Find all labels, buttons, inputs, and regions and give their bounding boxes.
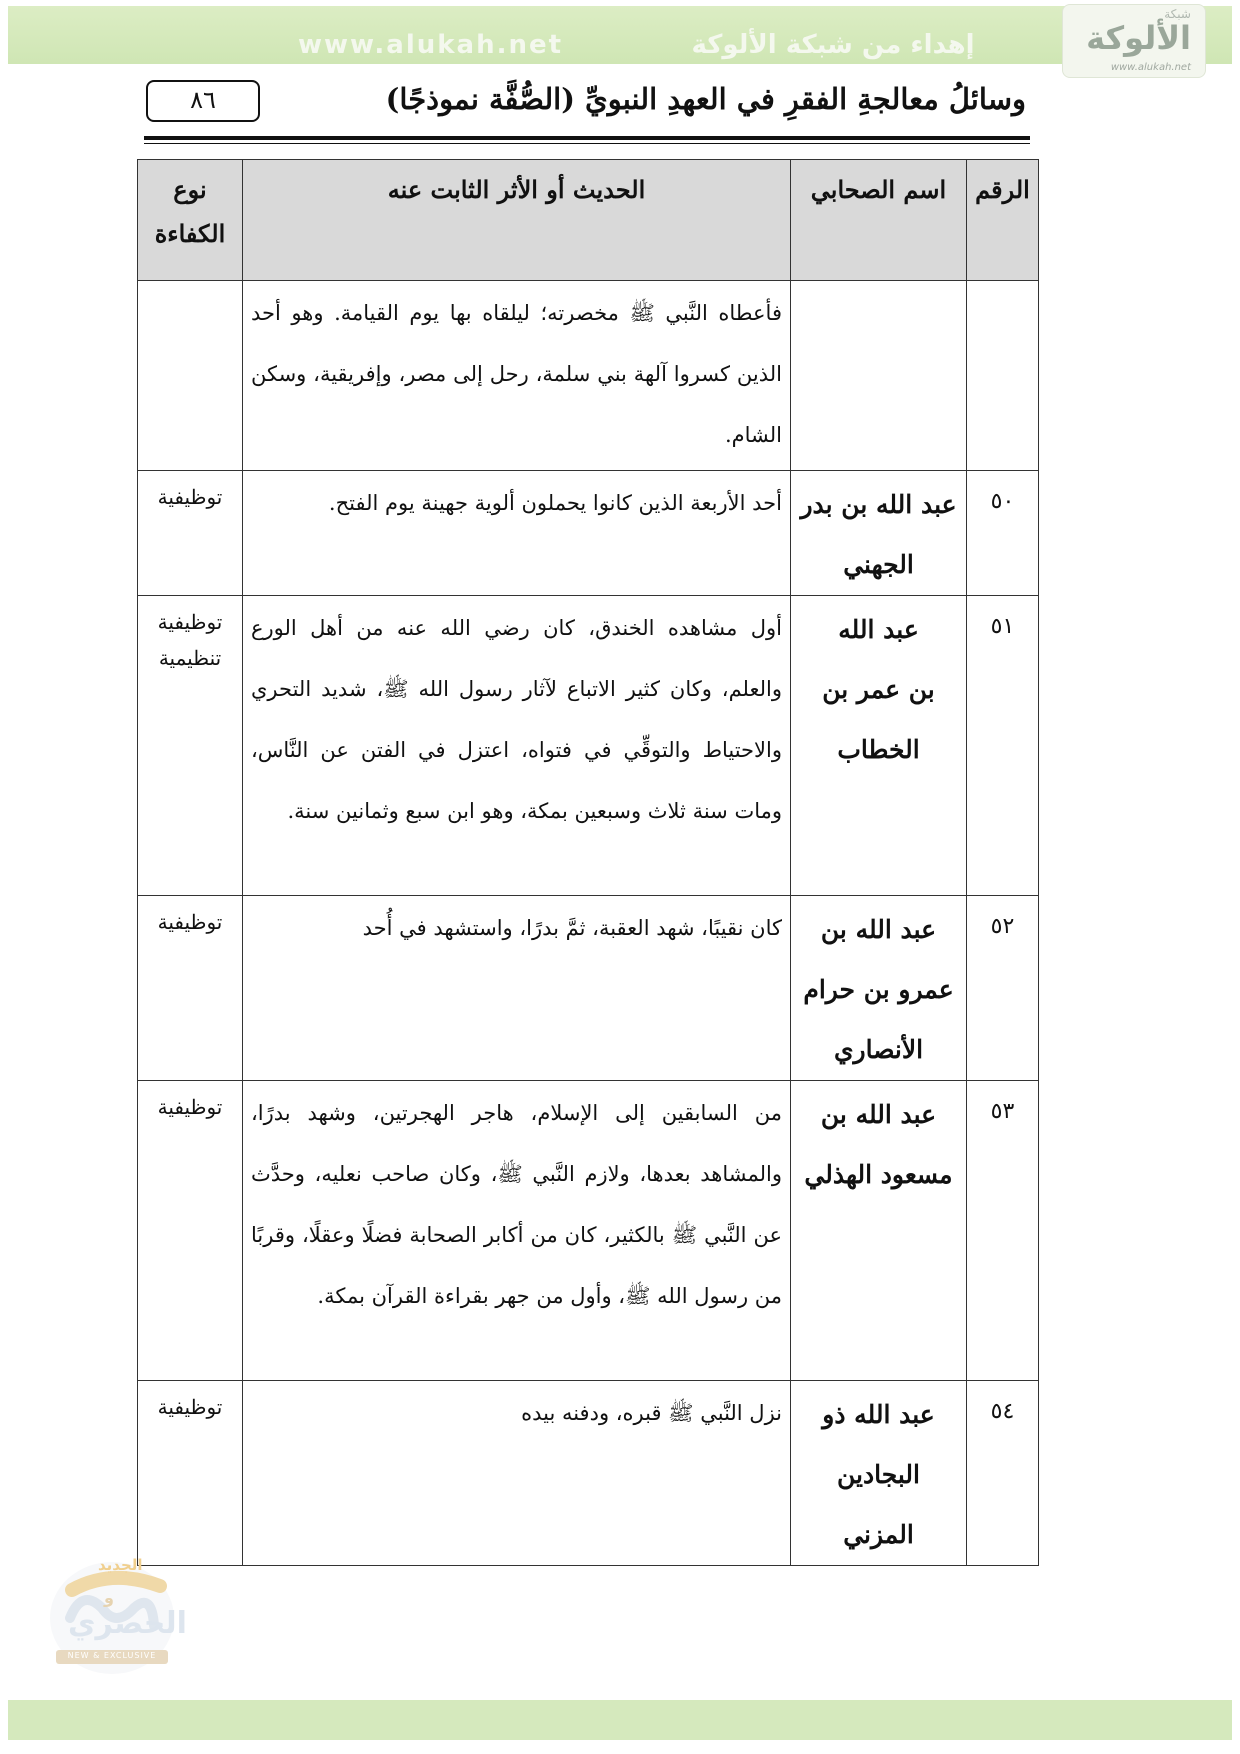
- row-number: ٥٤: [967, 1381, 1039, 1566]
- header-companion: اسم الصحابي: [791, 160, 967, 281]
- row-name: عبد الله بن عمرو بن حرام الأنصاري: [791, 896, 967, 1081]
- table-row: [138, 596, 1039, 896]
- row-text: من السابقين إلى الإسلام، هاجر الهجرتين، وشهد بدرًا، والمشاهد بعدها، ولازم النَّبي ﷺ، وكان صاحب نعليه، وحدَّث عن النَّبي ﷺ بالكثير، كان من أكابر الصحابة فضلًا وعقلًا، وقربًا من رسول الله ﷺ، وأول من جهر بقراءة القرآن بمكة.: [243, 1081, 791, 1381]
- table-row: [138, 1081, 1039, 1381]
- table-row: [138, 896, 1039, 1081]
- table-row: [138, 281, 1039, 471]
- row-type: توظيفية: [138, 896, 243, 1081]
- header-rule-thick: [144, 136, 1030, 140]
- row-text: أول مشاهده الخندق، كان رضي الله عنه من أهل الورع والعلم، وكان كثير الاتباع لآثار رسول الله ﷺ، شديد التحري والاحتياط والتوقِّي في فتواه، اعتزل في الفتن عن النَّاس، ومات سنة ثلاث وسبعين بمكة، وهو ابن سبع وثمانين سنة.: [243, 596, 791, 896]
- row-number: ٥٢: [967, 896, 1039, 1081]
- table-header-row: [138, 160, 1039, 281]
- header-number: الرقم: [967, 160, 1039, 281]
- row-name: [791, 281, 967, 471]
- header-hadith: الحديث أو الأثر الثابت عنه: [243, 160, 791, 281]
- top-banner: [8, 6, 1232, 64]
- new-exclusive-logo: [42, 1548, 187, 1680]
- row-number: [967, 281, 1039, 471]
- logo-text: الألوكة: [1086, 19, 1191, 57]
- row-type: [138, 281, 243, 471]
- row-type: توظيفية: [138, 1381, 243, 1566]
- logo-top-text: الجديد: [98, 1556, 143, 1574]
- row-type: توظيفية: [138, 471, 243, 596]
- row-text: كان نقيبًا، شهد العقبة، ثمَّ بدرًا، واستشهد في أُحد: [243, 896, 791, 1081]
- row-number: ٥١: [967, 596, 1039, 896]
- logo-caption: NEW & EXCLUSIVE: [67, 1651, 157, 1660]
- banner-url: www.alukah.net: [298, 30, 564, 60]
- row-text: فأعطاه النَّبي ﷺ مخصرته؛ ليلقاه بها يوم القيامة. وهو أحد الذين كسروا آلهة بني سلمة، رحل إلى مصر، وإفريقية، وسكن الشام.: [243, 281, 791, 471]
- logo-small-text: شبكة: [1164, 7, 1191, 21]
- table-row: [138, 471, 1039, 596]
- logo-mid-text: و: [104, 1588, 114, 1607]
- header-rule-thin: [144, 143, 1030, 144]
- row-text: نزل النَّبي ﷺ قبره، ودفنه بيده: [243, 1381, 791, 1566]
- row-name: عبد الله ذو البجادين المزني: [791, 1381, 967, 1566]
- row-number: ٥٠: [967, 471, 1039, 596]
- row-text: أحد الأربعة الذين كانوا يحملون ألوية جهينة يوم الفتح.: [243, 471, 791, 596]
- companions-table: [137, 159, 1039, 1566]
- table-row: [138, 1381, 1039, 1566]
- alukah-logo: [1062, 4, 1206, 78]
- row-name: عبد الله بن مسعود الهذلي: [791, 1081, 967, 1381]
- logo-url: www.alukah.net: [1110, 62, 1191, 73]
- page-title: وسائلُ معالجةِ الفقرِ في العهدِ النبويِّ (الصُّفَّة نموذجًا): [385, 82, 1026, 116]
- row-number: ٥٣: [967, 1081, 1039, 1381]
- logo-main-text: الحصري: [68, 1606, 187, 1641]
- banner-gift-text: إهداء من شبكة الألوكة: [691, 30, 975, 60]
- row-type: توظيفية: [138, 1081, 243, 1381]
- row-name: عبد الله بن عمر بن الخطاب: [791, 596, 967, 896]
- bottom-banner: [8, 1700, 1232, 1740]
- header-competency: نوع الكفاءة: [138, 160, 243, 281]
- page-number: ٨٦: [146, 80, 260, 122]
- row-name: عبد الله بن بدر الجهني: [791, 471, 967, 596]
- row-type: توظيفية تنظيمية: [138, 596, 243, 896]
